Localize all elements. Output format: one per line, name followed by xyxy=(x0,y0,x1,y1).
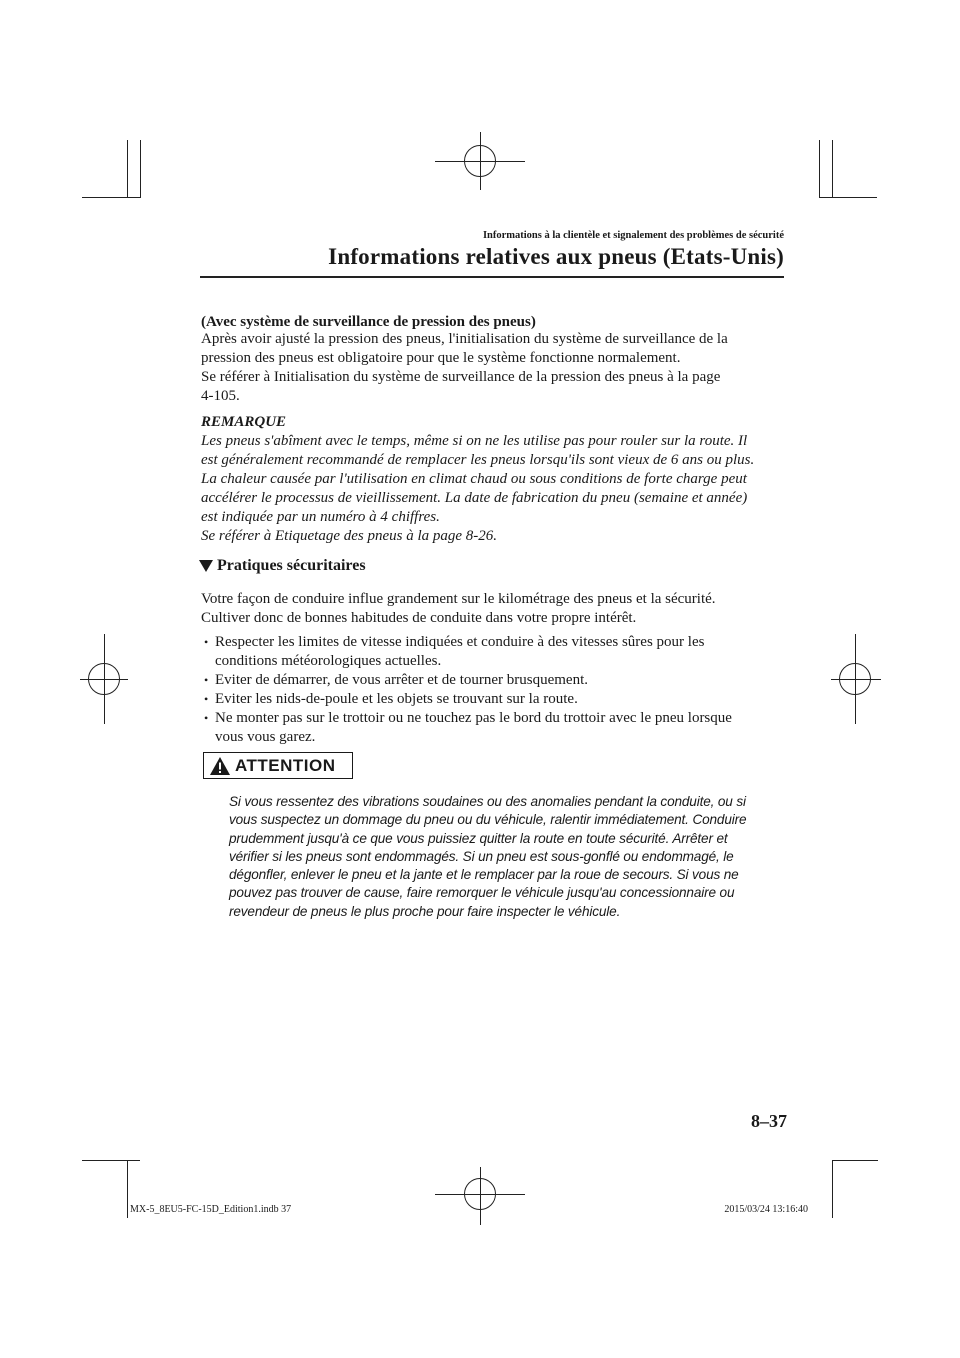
bullet-glyph: • xyxy=(204,711,209,725)
tpms-line: 4-105. xyxy=(201,388,240,404)
bullet-glyph: • xyxy=(204,692,209,706)
remarque-line: Se référer à Etiquetage des pneus à la page 8-26. xyxy=(201,528,498,544)
safety-heading-text: Pratiques sécuritaires xyxy=(217,557,366,574)
bullet-text: vous vous garez. xyxy=(215,729,316,745)
tpms-line: pression des pneus est obligatoire pour que le système fonctionne normalement. xyxy=(201,350,681,366)
attention-line: vous suspectez un dommage du pneu ou du véhicule, ralentir immédiatement. Conduire xyxy=(229,812,747,828)
safety-heading xyxy=(199,557,366,575)
list-item xyxy=(204,671,732,690)
triangle-down-icon xyxy=(199,560,213,572)
bullet-text: Eviter les nids-de-poule et les objets se trouvant sur la route. xyxy=(215,691,578,707)
warning-triangle-icon xyxy=(209,756,231,776)
tpms-line: Après avoir ajusté la pression des pneus, l'initialisation du système de surveillance de la xyxy=(201,331,728,347)
section-title: Informations à la clientèle et signalement des problèmes de sécurité xyxy=(482,230,784,241)
remarque-title: REMARQUE xyxy=(201,414,287,430)
attention-line: Si vous ressentez des vibrations soudaines ou des anomalies pendant la conduite, ou si xyxy=(229,794,746,809)
bullet-text: Eviter de démarrer, de vous arrêter et de tourner brusquement. xyxy=(215,672,588,688)
page-number: 8–37 xyxy=(751,1111,787,1131)
chapter-title: Informations relatives aux pneus (Etats-Unis) xyxy=(328,244,784,269)
bullet-text: Ne monter pas sur le trottoir ou ne touchez pas le bord du trottoir avec le pneu lorsque xyxy=(215,710,732,726)
attention-line: revendeur de pneus le plus proche pour faire inspecter le véhicule. xyxy=(229,903,621,919)
safety-bullet-list xyxy=(204,633,732,747)
header-divider xyxy=(200,276,784,278)
safety-intro-line: Cultiver donc de bonnes habitudes de conduite dans votre propre intérêt. xyxy=(201,610,637,626)
bullet-text: Respecter les limites de vitesse indiquées et conduire à des vitesses sûres pour les xyxy=(215,634,705,650)
bullet-text: conditions météorologiques actuelles. xyxy=(215,653,442,669)
remarque-line: accélérer le processus de vieillissement. La date de fabrication du pneu (semaine et année) xyxy=(201,490,748,506)
tpms-heading: (Avec système de surveillance de pression des pneus) xyxy=(201,314,536,330)
list-item xyxy=(204,690,732,709)
list-item xyxy=(204,709,732,747)
footer-file-name: MX-5_8EU5-FC-15D_Edition1.indb 37 xyxy=(130,1204,292,1215)
remarque-line: est généralement recommandé de remplacer les pneus lorsqu'ils sont vieux de 6 ans ou plus. xyxy=(201,452,755,468)
remarque-line: est indiquée par un numéro à 4 chiffres. xyxy=(201,509,440,525)
tpms-line: Se référer à Initialisation du système de surveillance de la pression des pneus à la page xyxy=(201,369,721,385)
remarque-line: La chaleur causée par l'utilisation en climat chaud ou sous conditions de forte charge peut xyxy=(201,471,747,487)
bullet-glyph: • xyxy=(204,673,209,687)
bullet-glyph: • xyxy=(204,635,209,649)
attention-line: dégonfler, enlever le pneu et la jante et le remplacer par la roue de secours. Si vous ne xyxy=(229,867,739,883)
attention-text xyxy=(229,793,746,921)
attention-line: vérifier si les pneus sont endommagés. Si un pneu est sous-gonflé ou endommagé, le xyxy=(229,848,734,864)
attention-line: prudemment jusqu'à ce que vous puissiez quitter la route en toute sécurité. Arrêter et xyxy=(229,830,728,846)
attention-line: pouvez pas trouver de cause, faire remorquer le véhicule jusqu'au concessionnaire ou xyxy=(229,885,735,901)
footer-date-time: 2015/03/24 13:16:40 xyxy=(724,1204,808,1215)
remarque-line: Les pneus s'abîment avec le temps, même si on ne les utilise pas pour rouler sur la route. Il xyxy=(201,433,748,449)
safety-intro-line: Votre façon de conduire influe grandement sur le kilométrage des pneus et la sécurité. xyxy=(201,591,716,607)
attention-badge xyxy=(203,752,353,779)
list-item xyxy=(204,633,732,671)
attention-label: ATTENTION xyxy=(235,755,336,775)
